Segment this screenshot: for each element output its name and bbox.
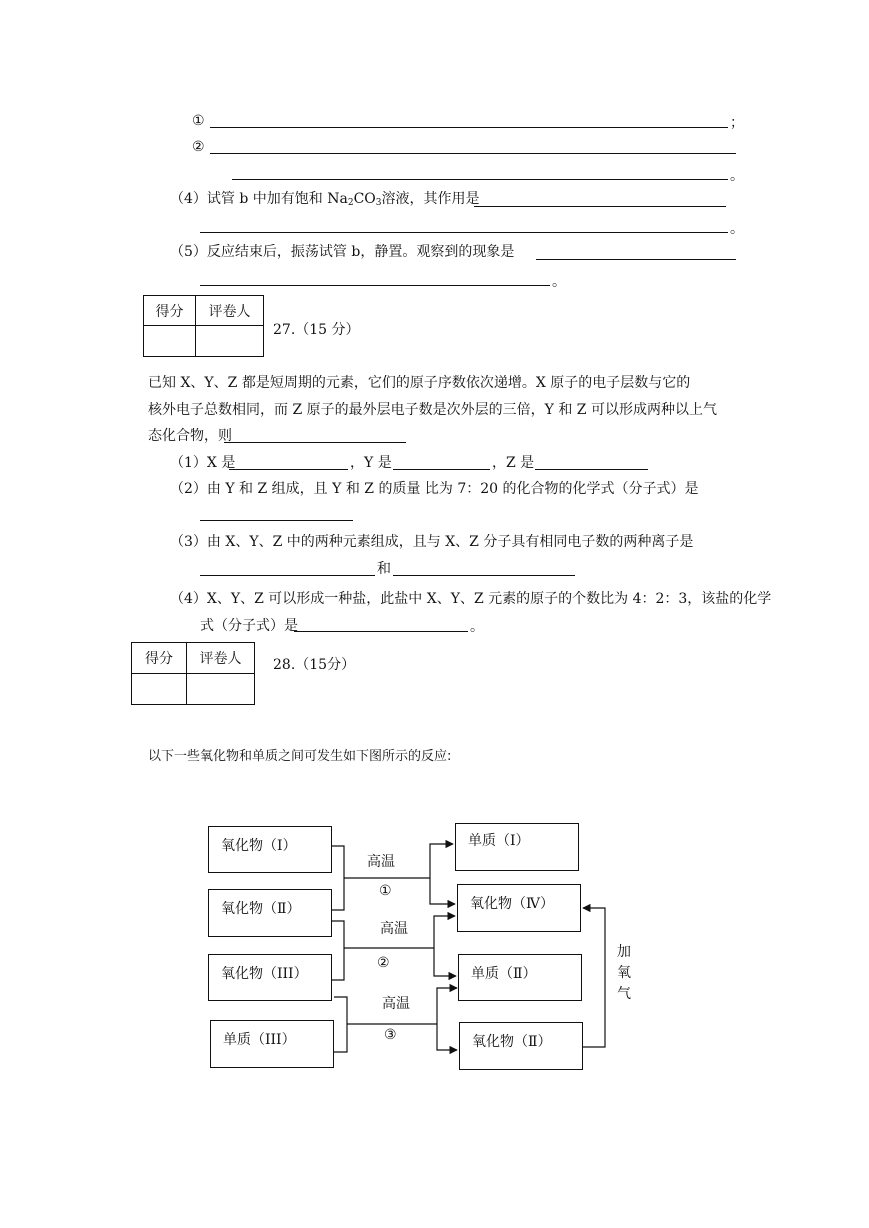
node-element-3: 单质（III） [210,1020,334,1068]
q27-intro-3: 态化合物，则 [148,428,232,444]
label-char: 加 [617,944,631,960]
score-header: 得分 [131,642,187,674]
condition-2: 高温 [380,921,408,937]
node-oxide-2-product: 氧化物（Ⅱ） [459,1022,583,1070]
q28-intro: 以下一些氧化物和单质之间可发生如下图所示的反应: [148,749,452,764]
reaction-number-1: ① [379,883,392,899]
reaction-number-3: ③ [384,1027,397,1043]
q27-p1-z: ，Z 是 [492,455,535,471]
q27-p1-x: （1）X 是 [170,455,236,471]
reaction-number-2: ② [377,955,390,971]
node-oxide-2: 氧化物（Ⅱ） [208,889,332,937]
q4-text: （4）试管 b 中加有饱和 Na2CO3溶液，其作用是 [170,191,480,208]
item1-end: ； [730,115,744,131]
q5-text: （5）反应结束后，振荡试管 b，静置。观察到的现象是 [170,244,515,260]
node-oxide-4: 氧化物（Ⅳ） [457,884,581,932]
q27-title: 27.（15 分） [273,322,360,338]
add-oxygen-label [617,942,633,1005]
q27-p4-b: 式（分子式）是 [200,618,298,634]
q27-p4-end: 。 [470,619,484,635]
label-char: 氧 [617,965,631,981]
node-oxide-3: 氧化物（III） [208,954,332,1001]
node-oxide-1: 氧化物（Ⅰ） [208,826,332,873]
grader-header: 评卷人 [195,295,264,326]
q27-p2: （2）由 Y 和 Z 组成，且 Y 和 Z 的质量 比为 7：20 的化合物的化学式（分子式）是 [170,481,699,497]
q28-title: 28.（15分） [273,657,356,673]
q4-end: 。 [730,221,744,237]
q27-p3-and: 和 [377,561,391,577]
item1-mark: ① [192,113,205,129]
label-char: 气 [617,986,631,1002]
q27-p4-a: （4）X、Y、Z 可以形成一种盐，此盐中 X、Y、Z 元素的原子的个数比为 4：2：3，该盐的化学 [170,591,772,607]
score-header: 得分 [143,295,196,326]
grader-header: 评卷人 [186,642,255,674]
condition-1: 高温 [367,854,395,870]
q27-intro-2: 核外电子总数相同，而 Z 原子的最外层电子数是次外层的三倍，Y 和 Z 可以形成两种以上气 [148,402,717,418]
q27-p1-y: ，Y 是 [350,455,392,471]
item2-end: 。 [730,168,744,184]
node-element-1: 单质（Ⅰ） [455,823,579,871]
q27-intro-1: 已知 X、Y、Z 都是短周期的元素，它们的原子序数依次递增。X 原子的电子层数与它的 [148,375,691,391]
node-element-2: 单质（Ⅱ） [458,954,582,1001]
q27-p3: （3）由 X、Y、Z 中的两种元素组成，且与 X、Z 分子具有相同电子数的两种离子是 [170,534,694,550]
item2-mark: ② [192,139,205,155]
condition-3: 高温 [382,996,410,1012]
q5-end: 。 [552,274,566,290]
